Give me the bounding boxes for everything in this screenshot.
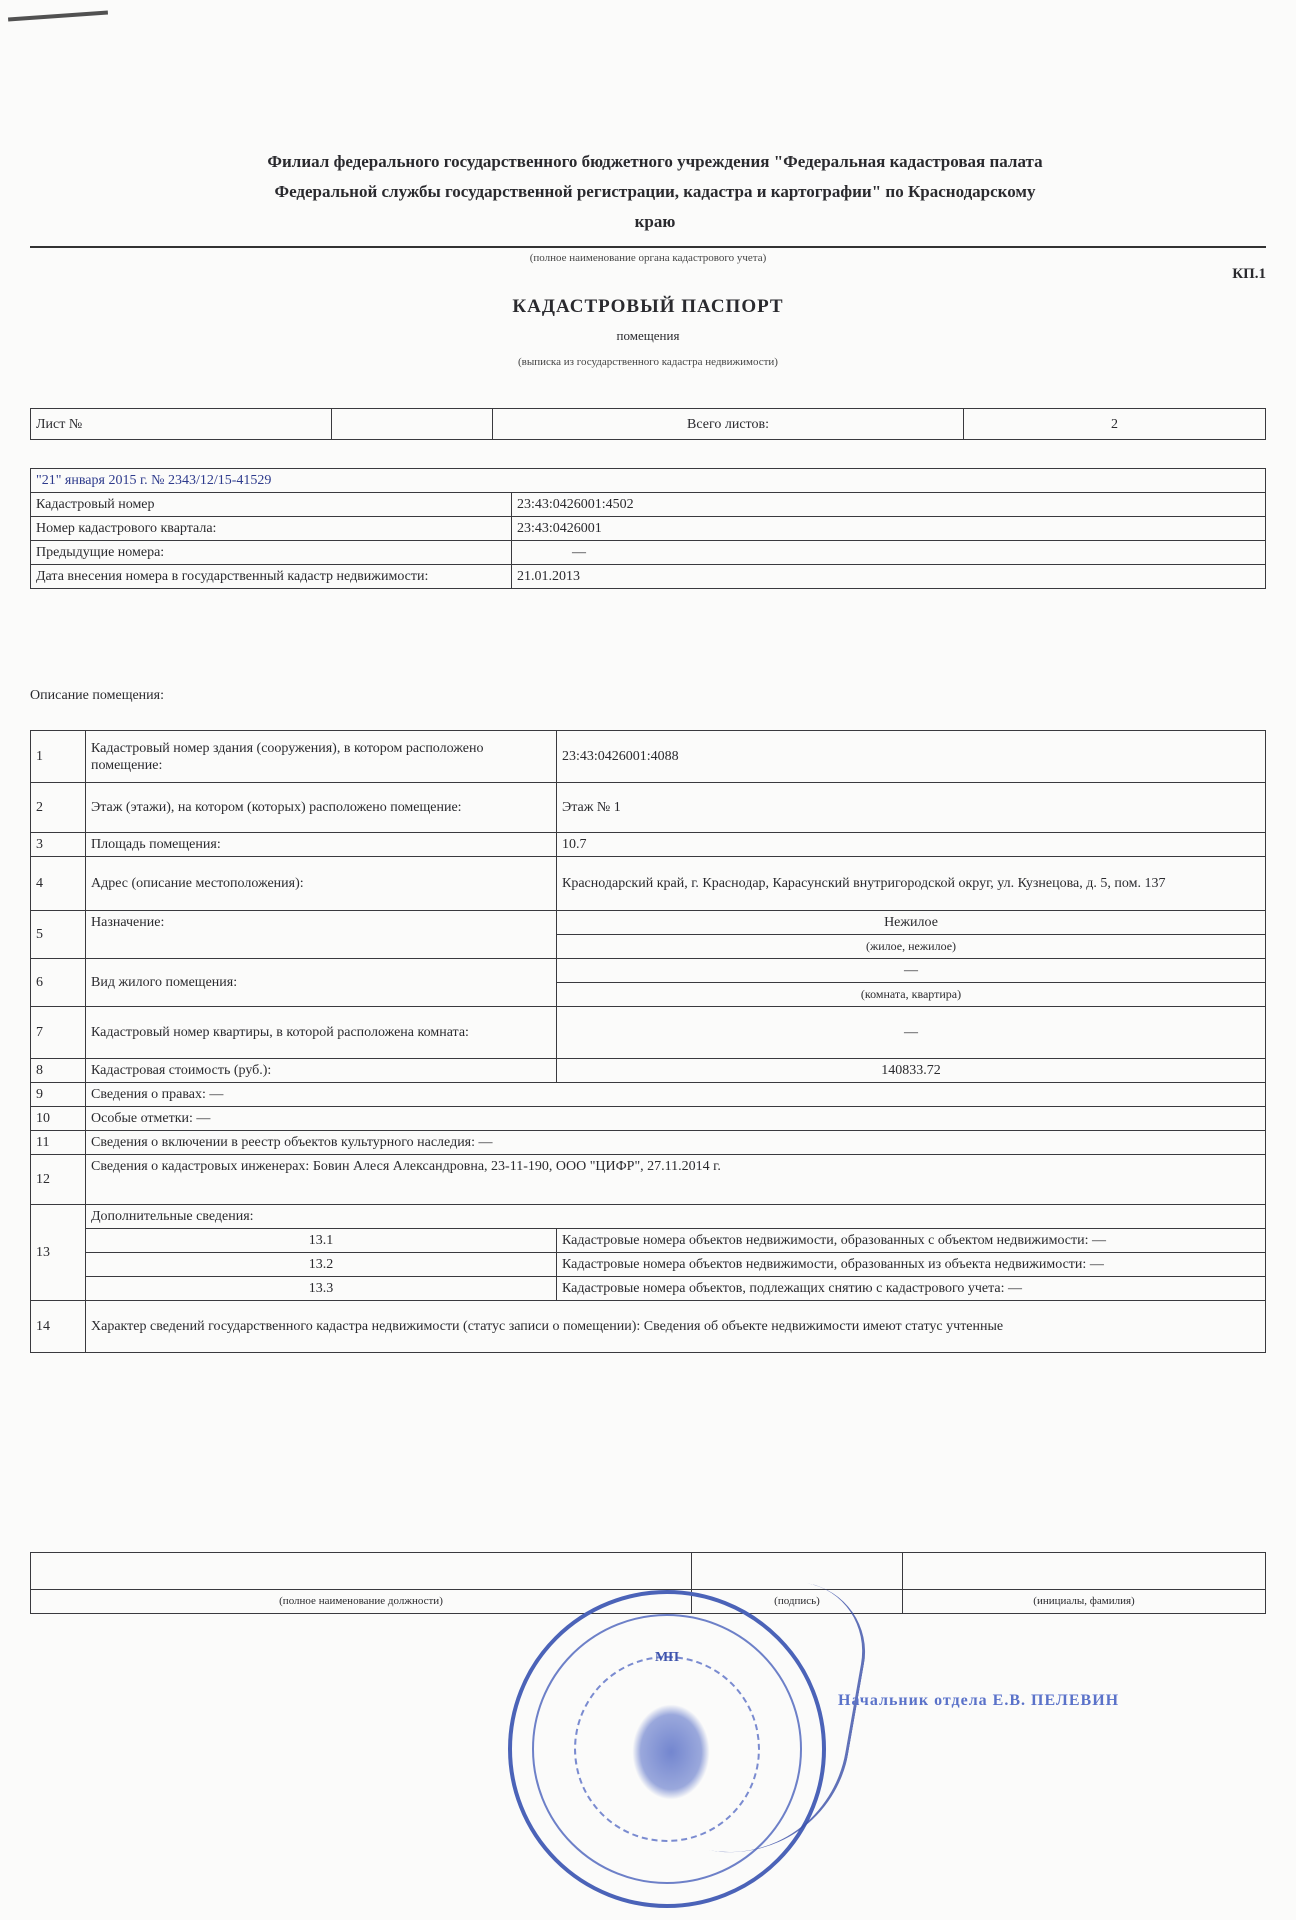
item-label: Кадастровый номер квартиры, в которой расположена комната: <box>86 1007 557 1059</box>
item-value: Этаж № 1 <box>557 783 1266 833</box>
stamp-text: МП <box>654 1650 680 1665</box>
reg-label: Предыдущие номера: <box>31 541 512 565</box>
registration-table <box>30 468 1266 589</box>
item-label: Назначение: <box>86 911 557 959</box>
item-num: 8 <box>31 1059 86 1083</box>
sign-caption: (подпись) <box>692 1590 903 1614</box>
item-value-b: (жилое, нежилое) <box>557 935 1266 959</box>
position-caption: (полное наименование должности) <box>31 1590 692 1614</box>
item-num: 14 <box>31 1301 86 1353</box>
item-num: 6 <box>31 959 86 1007</box>
item-label: Этаж (этажи), на котором (которых) расположено помещение: <box>86 783 557 833</box>
header-rule <box>30 246 1266 248</box>
reg-label: Номер кадастрового квартала: <box>31 517 512 541</box>
description-title: Описание помещения: <box>30 688 164 703</box>
item-value: — <box>196 1111 211 1126</box>
stamp-label: Начальник отдела Е.В. ПЕЛЕВИН <box>838 1692 1120 1709</box>
item-label: Характер сведений государственного кадастра недвижимости (статус записи о помещении): Сведения об объекте недвижимости имеют статус учтенные <box>86 1301 1266 1353</box>
reg-value: 21.01.2013 <box>512 565 1266 589</box>
item-label: Кадастровая стоимость (руб.): <box>86 1059 557 1083</box>
item-num: 9 <box>31 1083 86 1107</box>
item-row <box>31 959 1266 983</box>
registration-date-line: "21" января 2015 г. № 2343/12/15-41529 <box>31 469 1266 493</box>
item-label: Дополнительные сведения: <box>86 1205 1266 1229</box>
sheet-table <box>30 408 1266 440</box>
description-table <box>30 730 1266 1353</box>
document-subtitle: помещения <box>616 328 680 343</box>
sub-value: — <box>1092 1233 1107 1248</box>
sub-num: 13.1 <box>86 1229 557 1253</box>
item-value: 10.7 <box>557 833 1266 857</box>
sub-num: 13.3 <box>86 1277 557 1301</box>
item-num: 10 <box>31 1107 86 1131</box>
name-caption: (инициалы, фамилия) <box>903 1590 1266 1614</box>
item-num: 11 <box>31 1131 86 1155</box>
sheets-label: Всего листов: <box>493 409 964 440</box>
sub-row <box>31 1253 1266 1277</box>
item-num: 7 <box>31 1007 86 1059</box>
item-row <box>31 1205 1266 1229</box>
sub-row <box>31 1229 1266 1253</box>
item-num: 13 <box>31 1205 86 1301</box>
reg-row <box>31 493 1266 517</box>
position-cell <box>31 1553 692 1590</box>
item-row <box>31 1107 1266 1131</box>
item-label: Кадастровый номер здания (сооружения), в котором расположено помещение: <box>86 731 557 783</box>
item-row <box>31 1131 1266 1155</box>
item-num: 1 <box>31 731 86 783</box>
item-row <box>31 833 1266 857</box>
reg-label: Кадастровый номер <box>31 493 512 517</box>
item-value-a: — <box>557 959 1266 983</box>
item-num: 12 <box>31 1155 86 1205</box>
form-code: КП.1 <box>1232 266 1266 282</box>
sub-num: 13.2 <box>86 1253 557 1277</box>
sub-value: — <box>1089 1257 1104 1272</box>
scan-mark <box>8 11 108 22</box>
item-row <box>31 1301 1266 1353</box>
sheet-value <box>332 409 493 440</box>
item-num: 4 <box>31 857 86 911</box>
reg-label: Дата внесения номера в государственный кадастр недвижимости: <box>31 565 512 589</box>
item-value: Краснодарский край, г. Краснодар, Карасунский внутригородской округ, ул. Кузнецова, д. 5, пом. 137 <box>557 857 1266 911</box>
header-line-1: Филиал федерального государственного бюджетного учреждения "Федеральная кадастровая палата <box>267 152 1043 171</box>
item-row <box>31 783 1266 833</box>
item-label: Площадь помещения: <box>86 833 557 857</box>
sub-label: Кадастровые номера объектов недвижимости, образованных с объектом недвижимости: <box>562 1233 1089 1248</box>
sub-value: — <box>1008 1281 1023 1296</box>
document-subcaption: (выписка из государственного кадастра недвижимости) <box>518 356 778 368</box>
item-value: — <box>478 1135 493 1150</box>
item-value-a: Нежилое <box>557 911 1266 935</box>
item-num: 2 <box>31 783 86 833</box>
item-row <box>31 1059 1266 1083</box>
item-label: Вид жилого помещения: <box>86 959 557 1007</box>
sheets-value: 2 <box>964 409 1266 440</box>
item-value: 23:43:0426001:4088 <box>557 731 1266 783</box>
item-row <box>31 1155 1266 1205</box>
reg-value: — <box>512 541 1266 565</box>
item-label: Сведения о включении в реестр объектов культурного наследия: <box>91 1135 476 1150</box>
header-line-2: Федеральной службы государственной регистрации, кадастра и картографии" по Краснодарскому <box>274 182 1036 201</box>
sub-label: Кадастровые номера объектов недвижимости, образованных из объекта недвижимости: <box>562 1257 1087 1272</box>
item-label: Особые отметки: <box>91 1111 193 1126</box>
item-value: — <box>557 1007 1266 1059</box>
sheet-label: Лист № <box>31 409 332 440</box>
item-row <box>31 1083 1266 1107</box>
item-value-b: (комната, квартира) <box>557 983 1266 1007</box>
name-cell <box>903 1553 1266 1590</box>
item-label: Адрес (описание местоположения): <box>86 857 557 911</box>
reg-value: 23:43:0426001 <box>512 517 1266 541</box>
item-label: Сведения о кадастровых инженерах: Бовин Алеся Александровна, 23-11-190, ООО "ЦИФР", 27.11.2014 г. <box>86 1155 1266 1205</box>
item-row <box>31 731 1266 783</box>
header-line-3: краю <box>634 212 676 231</box>
sub-label: Кадастровые номера объектов, подлежащих снятию с кадастрового учета: <box>562 1281 1005 1296</box>
item-num: 5 <box>31 911 86 959</box>
reg-row <box>31 565 1266 589</box>
reg-row <box>31 541 1266 565</box>
item-row <box>31 857 1266 911</box>
item-value: 140833.72 <box>557 1059 1266 1083</box>
reg-value: 23:43:0426001:4502 <box>512 493 1266 517</box>
item-num: 3 <box>31 833 86 857</box>
reg-row <box>31 517 1266 541</box>
sub-row <box>31 1277 1266 1301</box>
item-row <box>31 911 1266 935</box>
item-value: — <box>209 1087 224 1102</box>
item-row <box>31 1007 1266 1059</box>
document-title: КАДАСТРОВЫЙ ПАСПОРТ <box>512 296 784 317</box>
item-label: Сведения о правах: <box>91 1087 206 1102</box>
header-caption: (полное наименование органа кадастрового учета) <box>529 252 767 264</box>
